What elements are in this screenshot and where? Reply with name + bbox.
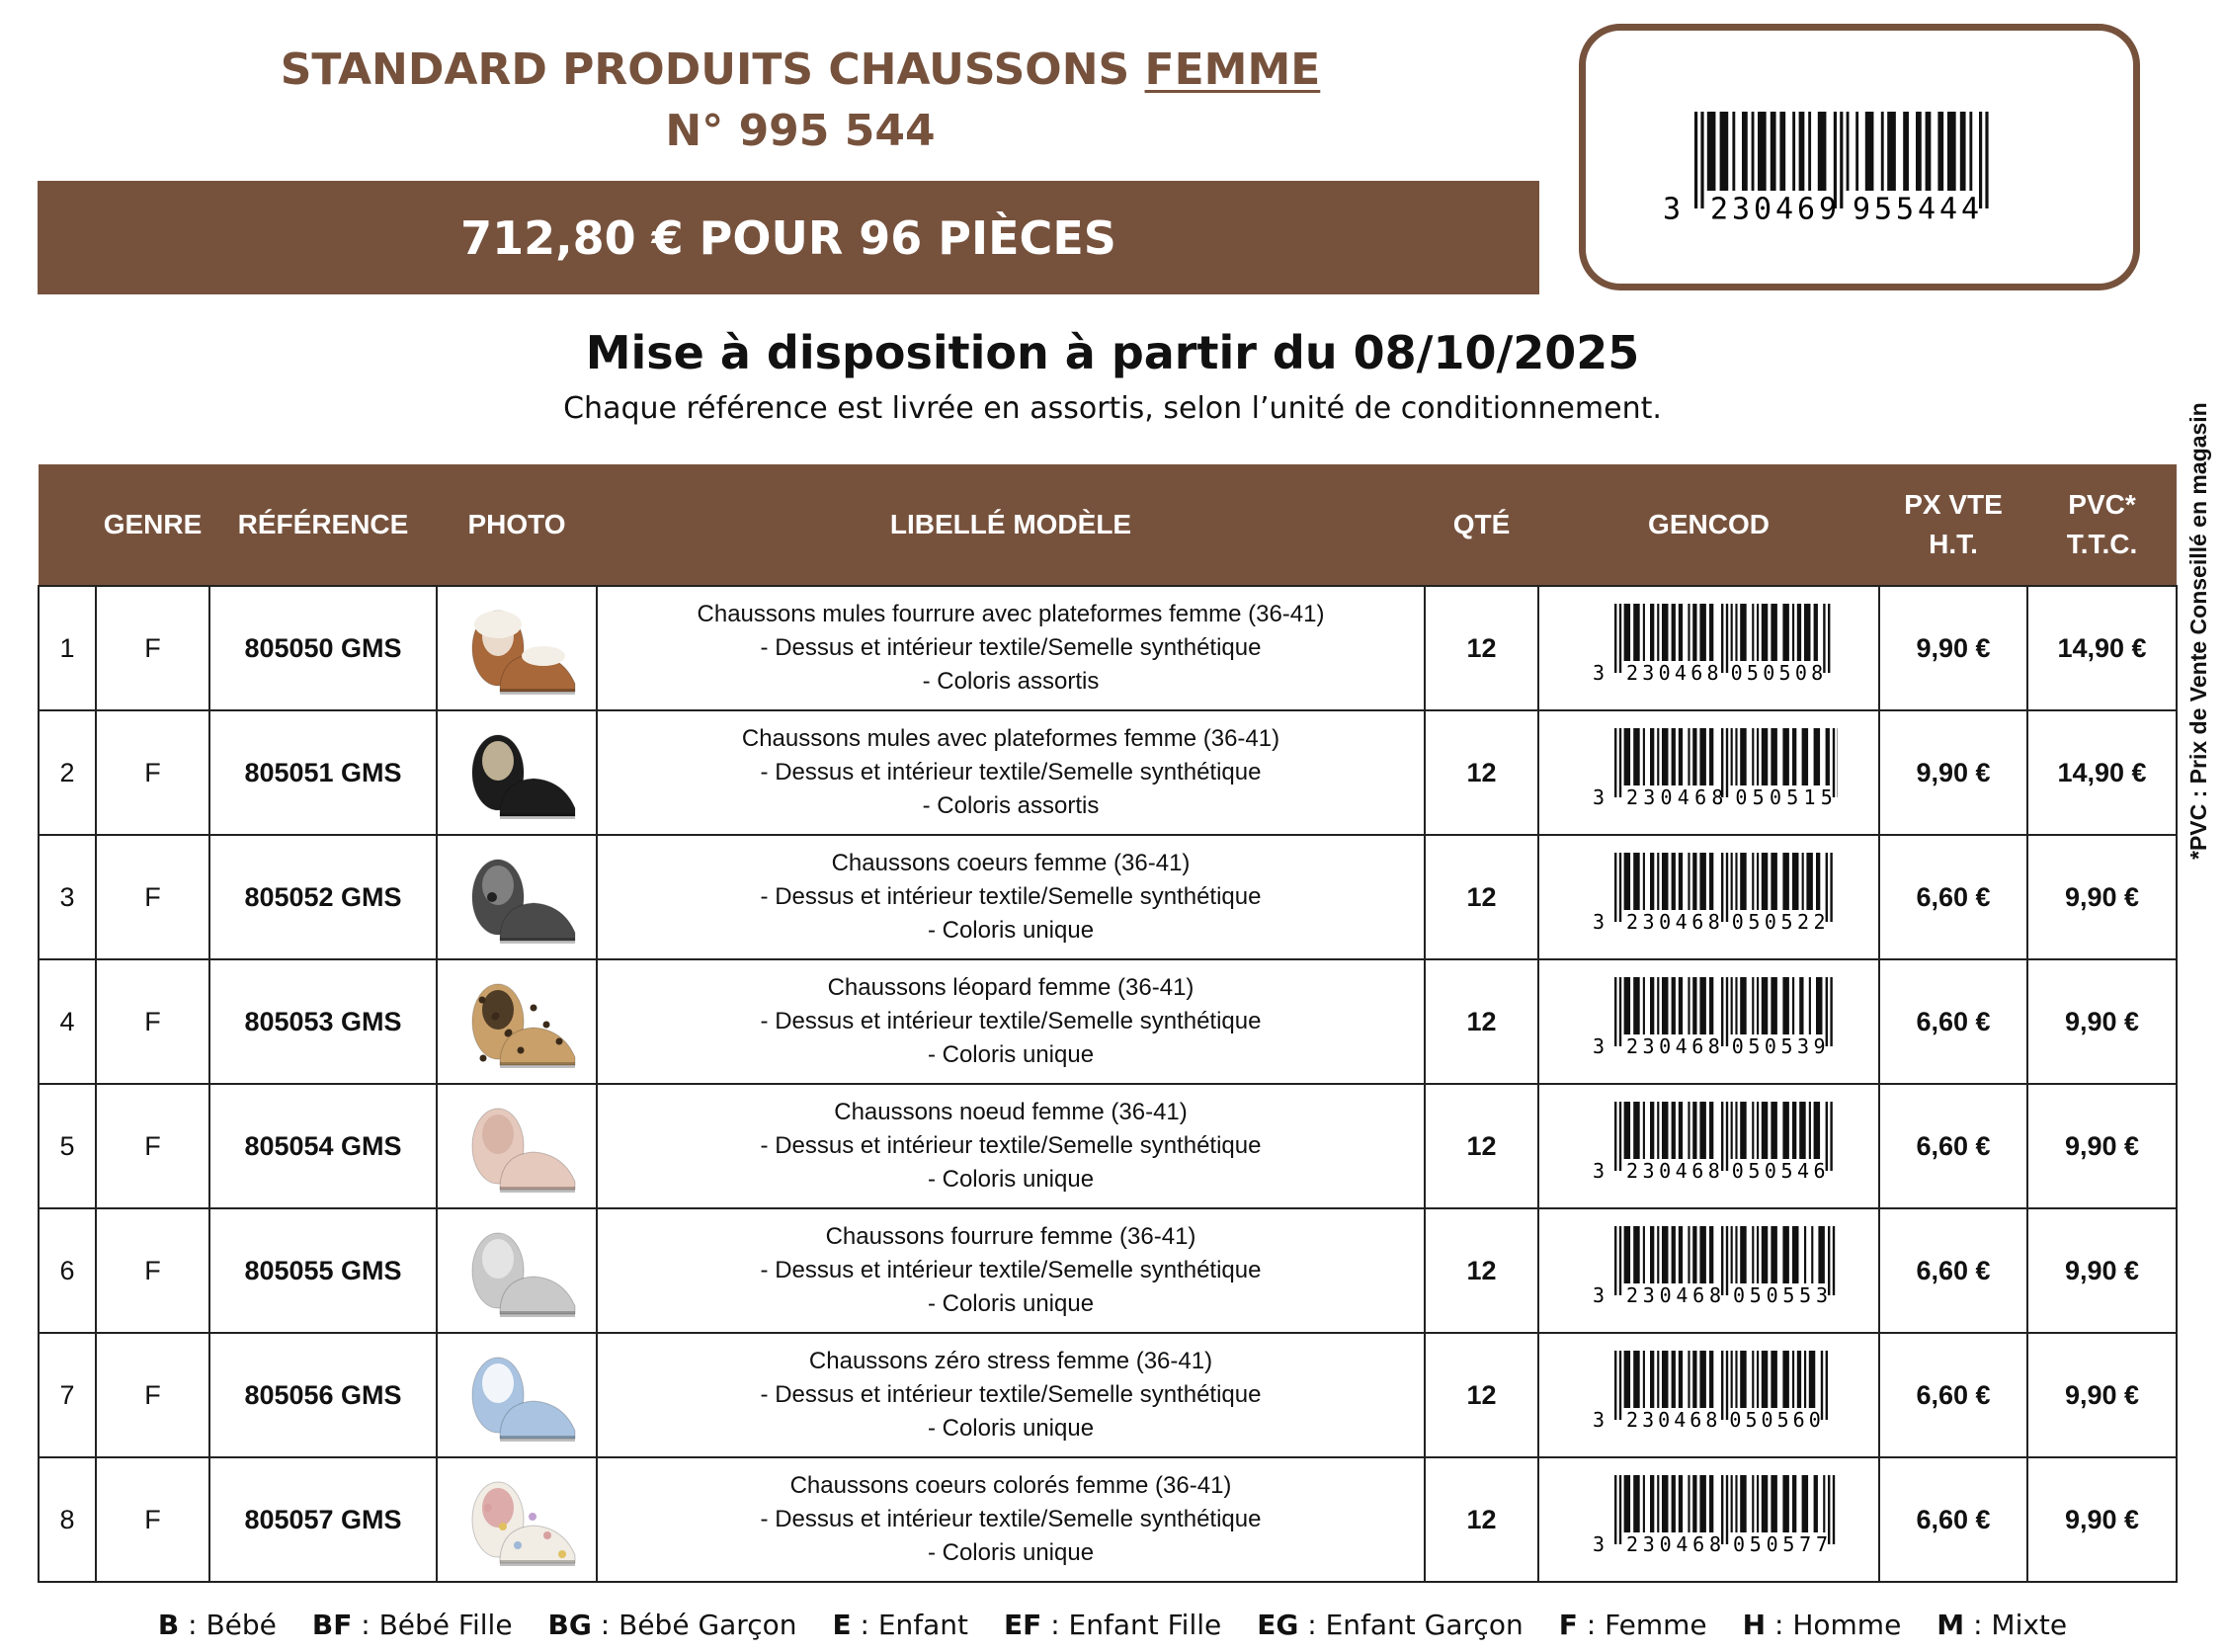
row-number: 2 xyxy=(39,710,96,835)
legend-code: EG xyxy=(1257,1609,1299,1641)
row-gencod xyxy=(1538,1457,1879,1582)
legend-item xyxy=(312,1609,513,1641)
row-reference: 805055 GMS xyxy=(209,1208,437,1333)
row-description xyxy=(597,586,1425,710)
standard-number: N° 995 544 xyxy=(665,106,936,156)
legend-label: : Bébé xyxy=(179,1609,277,1641)
title-text: STANDARD PRODUITS CHAUSSONS xyxy=(280,44,1130,95)
pvc-unit: T.T.C. xyxy=(2066,529,2138,559)
legend-label: : Enfant xyxy=(851,1609,969,1641)
barcode-icon xyxy=(1581,1475,1838,1558)
legend-code: BG xyxy=(547,1609,592,1641)
row-price-ht: 6,60 € xyxy=(1879,1457,2027,1582)
model-name: Chaussons noeud femme (36-41) xyxy=(834,1099,1188,1125)
model-color: - Coloris unique xyxy=(927,1290,1095,1317)
svg-text:230468: 230468 xyxy=(1625,660,1719,685)
row-quantity: 12 xyxy=(1425,1208,1538,1333)
pvc-footnote: *PVC : Prix de Vente Conseillé en magasin xyxy=(2185,402,2211,860)
row-quantity: 12 xyxy=(1425,1333,1538,1457)
svg-text:230468: 230468 xyxy=(1625,1033,1720,1058)
table-row xyxy=(39,1084,2177,1208)
model-color: - Coloris unique xyxy=(927,1539,1095,1566)
table-row xyxy=(39,835,2177,959)
row-description xyxy=(597,835,1425,959)
row-description xyxy=(597,1333,1425,1457)
svg-text:050553: 050553 xyxy=(1732,1282,1828,1307)
pvc-label: PVC* xyxy=(2068,489,2136,520)
standard-barcode-box xyxy=(1579,24,2140,290)
px-vte-unit: H.T. xyxy=(1929,529,1978,559)
row-photo xyxy=(437,710,597,835)
row-photo xyxy=(437,1208,597,1333)
svg-text:230468: 230468 xyxy=(1625,1531,1721,1556)
slipper-cream-colored-hearts-photo xyxy=(453,1468,581,1571)
row-gencod xyxy=(1538,1208,1879,1333)
model-color: - Coloris assortis xyxy=(922,668,1100,695)
svg-text:050522: 050522 xyxy=(1731,909,1826,934)
col-px-vte xyxy=(1879,464,2027,586)
svg-text:3: 3 xyxy=(1592,1282,1605,1307)
svg-text:3: 3 xyxy=(1592,1407,1605,1432)
model-color: - Coloris unique xyxy=(927,917,1095,944)
title-category: FEMME xyxy=(1144,44,1321,95)
legend-code: M xyxy=(1937,1609,1965,1641)
col-reference: RÉFÉRENCE xyxy=(209,464,437,586)
model-color: - Coloris unique xyxy=(927,1041,1095,1068)
product-table xyxy=(38,464,2178,1583)
row-price-ht: 9,90 € xyxy=(1879,586,2027,710)
row-price-ttc: 14,90 € xyxy=(2027,710,2177,835)
availability-date: Mise à disposition à partir du 08/10/2025 xyxy=(585,326,1640,379)
model-material: - Dessus et intérieur textile/Semelle synthétique xyxy=(760,759,1262,785)
row-gencod xyxy=(1538,1084,1879,1208)
price-banner xyxy=(38,181,1539,294)
row-photo xyxy=(437,1333,597,1457)
row-reference: 805050 GMS xyxy=(209,586,437,710)
table-body xyxy=(39,586,2177,1582)
px-vte-label: PX VTE xyxy=(1904,489,2003,520)
row-description xyxy=(597,1208,1425,1333)
row-quantity: 12 xyxy=(1425,1084,1538,1208)
row-gencod xyxy=(1538,1333,1879,1457)
row-photo xyxy=(437,1457,597,1582)
svg-text:050577: 050577 xyxy=(1732,1531,1828,1556)
slipper-tan-fur-photo xyxy=(453,597,581,700)
svg-text:230468: 230468 xyxy=(1625,1282,1721,1307)
table-row xyxy=(39,1333,2177,1457)
model-name: Chaussons mules avec plateformes femme (36-41) xyxy=(741,725,1280,752)
barcode-icon xyxy=(1581,977,1838,1060)
barcode-icon xyxy=(1581,1102,1838,1185)
svg-text:3: 3 xyxy=(1592,1531,1605,1556)
row-photo xyxy=(437,586,597,710)
legend-label: : Femme xyxy=(1577,1609,1707,1641)
model-color: - Coloris unique xyxy=(927,1415,1095,1442)
svg-text:230468: 230468 xyxy=(1625,1407,1717,1432)
table-row xyxy=(39,1457,2177,1582)
svg-text:3: 3 xyxy=(1592,785,1605,809)
row-price-ttc: 9,90 € xyxy=(2027,1084,2177,1208)
row-reference: 805057 GMS xyxy=(209,1457,437,1582)
row-genre: F xyxy=(96,1457,209,1582)
row-reference: 805051 GMS xyxy=(209,710,437,835)
col-genre: GENRE xyxy=(96,464,209,586)
model-material: - Dessus et intérieur textile/Semelle synthétique xyxy=(760,883,1262,910)
row-reference: 805052 GMS xyxy=(209,835,437,959)
row-price-ttc: 9,90 € xyxy=(2027,835,2177,959)
barcode-icon xyxy=(1581,728,1838,811)
title-line xyxy=(40,40,1561,101)
row-genre: F xyxy=(96,586,209,710)
slipper-black-photo xyxy=(453,721,581,824)
col-qte: QTÉ xyxy=(1425,464,1538,586)
row-reference: 805054 GMS xyxy=(209,1084,437,1208)
row-reference: 805053 GMS xyxy=(209,959,437,1084)
row-genre: F xyxy=(96,835,209,959)
svg-text:3: 3 xyxy=(1663,192,1682,220)
row-quantity: 12 xyxy=(1425,586,1538,710)
model-name: Chaussons fourrure femme (36-41) xyxy=(825,1223,1196,1250)
legend-code: B xyxy=(157,1609,180,1641)
document-title xyxy=(40,40,1561,162)
table-row xyxy=(39,586,2177,710)
row-reference: 805056 GMS xyxy=(209,1333,437,1457)
slipper-grey-hearts-photo xyxy=(453,846,581,949)
legend-item xyxy=(1743,1609,1902,1641)
legend-label: : Bébé Garçon xyxy=(591,1609,797,1641)
price-text: 712,80 € POUR 96 PIÈCES xyxy=(460,210,1116,265)
row-description xyxy=(597,710,1425,835)
svg-text:050515: 050515 xyxy=(1734,785,1833,809)
legend-item xyxy=(1937,1609,2067,1641)
legend-label: : Bébé Fille xyxy=(352,1609,513,1641)
row-photo xyxy=(437,835,597,959)
svg-text:3: 3 xyxy=(1592,1158,1605,1183)
svg-text:230468: 230468 xyxy=(1625,785,1723,809)
row-number: 3 xyxy=(39,835,96,959)
svg-text:050508: 050508 xyxy=(1730,660,1823,685)
legend-label: : Enfant Garçon xyxy=(1298,1609,1524,1641)
row-photo xyxy=(437,959,597,1084)
svg-text:050539: 050539 xyxy=(1731,1033,1826,1058)
row-price-ht: 6,60 € xyxy=(1879,1084,2027,1208)
row-price-ttc: 9,90 € xyxy=(2027,1457,2177,1582)
row-number: 8 xyxy=(39,1457,96,1582)
row-price-ttc: 9,90 € xyxy=(2027,959,2177,1084)
model-material: - Dessus et intérieur textile/Semelle synthétique xyxy=(760,634,1262,661)
legend-label: : Homme xyxy=(1766,1609,1902,1641)
svg-text:230469: 230469 xyxy=(1710,192,1837,220)
model-material: - Dessus et intérieur textile/Semelle synthétique xyxy=(760,1132,1262,1159)
row-gencod xyxy=(1538,710,1879,835)
legend-item xyxy=(832,1609,968,1641)
svg-text:955444: 955444 xyxy=(1853,192,1979,220)
col-gencod: GENCOD xyxy=(1538,464,1879,586)
row-price-ht: 6,60 € xyxy=(1879,959,2027,1084)
row-price-ht: 9,90 € xyxy=(1879,710,2027,835)
row-photo xyxy=(437,1084,597,1208)
svg-text:230468: 230468 xyxy=(1625,1158,1720,1183)
genre-legend xyxy=(0,1609,2225,1641)
svg-text:230468: 230468 xyxy=(1625,909,1720,934)
row-number: 6 xyxy=(39,1208,96,1333)
model-name: Chaussons mules fourrure avec plateformes femme (36-41) xyxy=(697,601,1325,627)
barcode-icon xyxy=(1581,1226,1838,1309)
table-header-row xyxy=(39,464,2177,586)
row-number: 1 xyxy=(39,586,96,710)
svg-text:050560: 050560 xyxy=(1728,1407,1821,1432)
legend-code: BF xyxy=(311,1609,353,1641)
legend-code: H xyxy=(1742,1609,1767,1641)
row-price-ht: 6,60 € xyxy=(1879,1208,2027,1333)
row-quantity: 12 xyxy=(1425,1457,1538,1582)
barcode-icon xyxy=(1581,853,1838,936)
model-material: - Dessus et intérieur textile/Semelle synthétique xyxy=(760,1381,1262,1408)
svg-text:3: 3 xyxy=(1592,660,1605,685)
model-material: - Dessus et intérieur textile/Semelle synthétique xyxy=(760,1257,1262,1283)
model-material: - Dessus et intérieur textile/Semelle synthétique xyxy=(760,1506,1262,1532)
col-libelle: LIBELLÉ MODÈLE xyxy=(597,464,1425,586)
legend-label: : Enfant Fille xyxy=(1041,1609,1222,1641)
model-color: - Coloris unique xyxy=(927,1166,1095,1193)
row-description xyxy=(597,1084,1425,1208)
row-number: 7 xyxy=(39,1333,96,1457)
row-number: 4 xyxy=(39,959,96,1084)
svg-text:3: 3 xyxy=(1592,1033,1605,1058)
model-name: Chaussons léopard femme (36-41) xyxy=(827,974,1195,1001)
legend-item xyxy=(158,1609,277,1641)
packaging-note: Chaque référence est livrée en assortis, selon l’unité de conditionnement. xyxy=(563,391,1662,426)
model-material: - Dessus et intérieur textile/Semelle synthétique xyxy=(760,1008,1262,1034)
barcode-icon xyxy=(1653,112,2068,220)
legend-item xyxy=(1257,1609,1523,1641)
model-name: Chaussons zéro stress femme (36-41) xyxy=(808,1348,1213,1374)
row-price-ttc: 9,90 € xyxy=(2027,1208,2177,1333)
slipper-pink-bow-photo xyxy=(453,1095,581,1198)
row-price-ttc: 9,90 € xyxy=(2027,1333,2177,1457)
row-genre: F xyxy=(96,959,209,1084)
model-color: - Coloris assortis xyxy=(922,792,1100,819)
row-gencod xyxy=(1538,586,1879,710)
model-name: Chaussons coeurs colorés femme (36-41) xyxy=(789,1472,1232,1499)
legend-code: F xyxy=(1558,1609,1578,1641)
slipper-grey-fur-photo xyxy=(453,1219,581,1322)
table-row xyxy=(39,1208,2177,1333)
svg-text:050546: 050546 xyxy=(1731,1158,1826,1183)
row-quantity: 12 xyxy=(1425,959,1538,1084)
col-pvc xyxy=(2027,464,2177,586)
row-number: 5 xyxy=(39,1084,96,1208)
row-genre: F xyxy=(96,1208,209,1333)
legend-item xyxy=(1559,1609,1707,1641)
svg-text:3: 3 xyxy=(1592,909,1605,934)
model-name: Chaussons coeurs femme (36-41) xyxy=(831,850,1191,876)
row-genre: F xyxy=(96,1333,209,1457)
legend-item xyxy=(1004,1609,1221,1641)
row-quantity: 12 xyxy=(1425,835,1538,959)
row-description xyxy=(597,959,1425,1084)
row-genre: F xyxy=(96,1084,209,1208)
col-photo: PHOTO xyxy=(437,464,597,586)
barcode-icon xyxy=(1581,1351,1838,1434)
col-number xyxy=(39,464,96,586)
row-price-ttc: 14,90 € xyxy=(2027,586,2177,710)
legend-code: E xyxy=(832,1609,852,1641)
legend-code: EF xyxy=(1004,1609,1042,1641)
row-price-ht: 6,60 € xyxy=(1879,1333,2027,1457)
row-gencod xyxy=(1538,959,1879,1084)
table-row xyxy=(39,710,2177,835)
row-gencod xyxy=(1538,835,1879,959)
slipper-blue-zero-stress-photo xyxy=(453,1344,581,1446)
legend-label: : Mixte xyxy=(1964,1609,2068,1641)
row-price-ht: 6,60 € xyxy=(1879,835,2027,959)
table-row xyxy=(39,959,2177,1084)
legend-item xyxy=(548,1609,797,1641)
row-quantity: 12 xyxy=(1425,710,1538,835)
slipper-leopard-photo xyxy=(453,970,581,1073)
row-genre: F xyxy=(96,710,209,835)
row-description xyxy=(597,1457,1425,1582)
barcode-icon xyxy=(1581,604,1838,687)
